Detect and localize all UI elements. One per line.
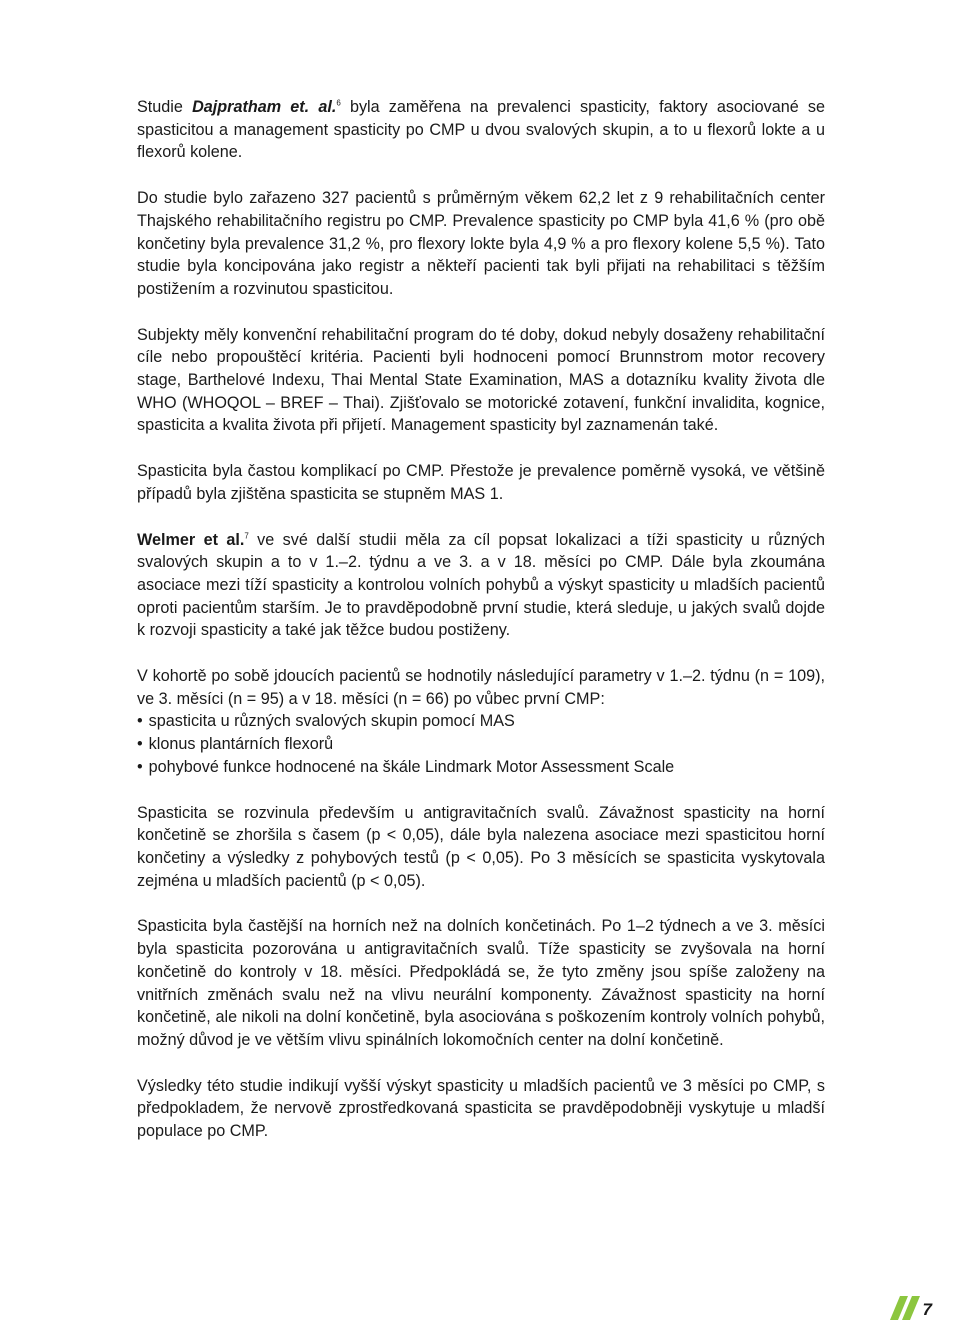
- list-item: • spasticita u různých svalových skupin pomocí MAS: [137, 710, 825, 733]
- author-welmer: Welmer et al.: [137, 530, 245, 549]
- paragraph-1: Studie Dajpratham et. al.$^6$ byla zaměřena na prevalenci spasticity, faktory asociované se spasticitou a management spasticity po CMP u dvou svalových skupin, a to u flexorů lokte a u flexorů kolene.: [137, 98, 825, 162]
- page-number-badge: [890, 1296, 946, 1320]
- paragraph-2: Do studie bylo zařazeno 327 pacientů s průměrným věkem 62,2 let z 9 rehabilitačních center Thajského rehabilitačního registru po CMP. Prevalence spasticity po CMP byla 41,6 % (pro obě končetiny byla prevalence 31,2 %, pro flexory lokte byla 4,9 % a pro flexory kolene 5,5 %). Tato studie byla koncipována jako registr a někteří pacienti tak byli přijati na rehabilitaci s těžším postižením a rozvinutou spasticitou.: [137, 189, 825, 298]
- article-body: [137, 96, 825, 1166]
- reference-6: 6: [336, 98, 341, 108]
- parameter-list: [137, 710, 825, 778]
- paragraph-7: Spasticita se rozvinula především u antigravitačních svalů. Závažnost spasticity na horní končetině se zhoršila s časem (p < 0,05), dále byla nalezena asociace mezi spasticitou horní končetiny a výsledky z pohybových testů (p < 0,05). Po 3 měsících se spasticita vyskytovala zejména u mladších pacientů (p < 0,05).: [137, 803, 825, 890]
- paragraph-6: V kohortě po sobě jdoucích pacientů se hodnotily následující parametry v 1.–2. týdnu (n = 109), ve 3. měsíci (n = 95) a v 18. měsíci (n = 66) po vůbec první CMP:: [137, 667, 825, 708]
- paragraph-8: Spasticita byla častější na horních než na dolních končetinách. Po 1–2 týdnech a ve 3. měsíci byla spasticita pozorována u antigravitačních svalů. Tíže spasticity se zvyšovala na horní končetině do kontroly v 18. měsíci. Předpokládá se, že tyto změny jsou spíše založeny na vnitřních změnách svalu než na vlivu neurální komponenty. Závažnost spasticity na horní končetině, ale nikoli na dolní končetině, byla asociována s poškozením kontroly volních pohybů, možný důvod je ve větším vlivu spinálních lokomočních center na dolní končetině.: [137, 917, 825, 1049]
- author-dajpratham: Dajpratham et. al.: [192, 98, 337, 116]
- slash-decoration-icon: [890, 1296, 946, 1320]
- paragraph-4: Spasticita byla častou komplikací po CMP. Přestože je prevalence poměrně vysoká, ve většině případů byla zjištěna spasticita se stupněm MAS 1.: [137, 462, 825, 503]
- paragraph-3: Subjekty měly konvenční rehabilitační program do té doby, dokud nebyly dosaženy rehabilitační cíle nebo propouštěcí kritéria. Pacienti byli hodnoceni pomocí Brunnstrom motor recovery stage, Barthelové Indexu, Thai Mental State Examination, MAS a dotazníku kvality života dle WHO (WHOQOL – BREF – Thai). Zjišťovalo se motorické zotavení, funkční invalidita, kognice, spasticita a kvalita života při přijetí. Management spasticity byl zaznamenán také.: [137, 325, 825, 435]
- paragraph-5: Welmer et al.$^7$ ve své další studii měla za cíl popsat lokalizaci a tíži spasticity u různých svalových skupin a to v 1.–2. týdnu a ve 3. a v 18. měsíci po CMP. Dále byla zkoumána asociace mezi tíží spasticity a kontrolou volních pohybů a výskyt spasticity u mladších pacientů oproti pacientům starším. Je to pravděpodobně první studie, která sleduje, u jakých svalů dojde k rozvoji spasticity a také jak těžce budou postiženy.: [137, 530, 825, 640]
- list-item: • klonus plantárních flexorů: [137, 733, 825, 756]
- list-item: • pohybové funkce hodnocené na škále Lindmark Motor Assessment Scale: [137, 756, 825, 779]
- reference-7: 7: [244, 531, 249, 541]
- page-number: 7: [922, 1300, 932, 1319]
- paragraph-9: Výsledky této studie indikují vyšší výskyt spasticity u mladších pacientů ve 3 měsíci po CMP, s předpokladem, že nervově zprostředkovaná spasticita se pravděpodobněji vyskytuje u mladší populace po CMP.: [137, 1076, 825, 1141]
